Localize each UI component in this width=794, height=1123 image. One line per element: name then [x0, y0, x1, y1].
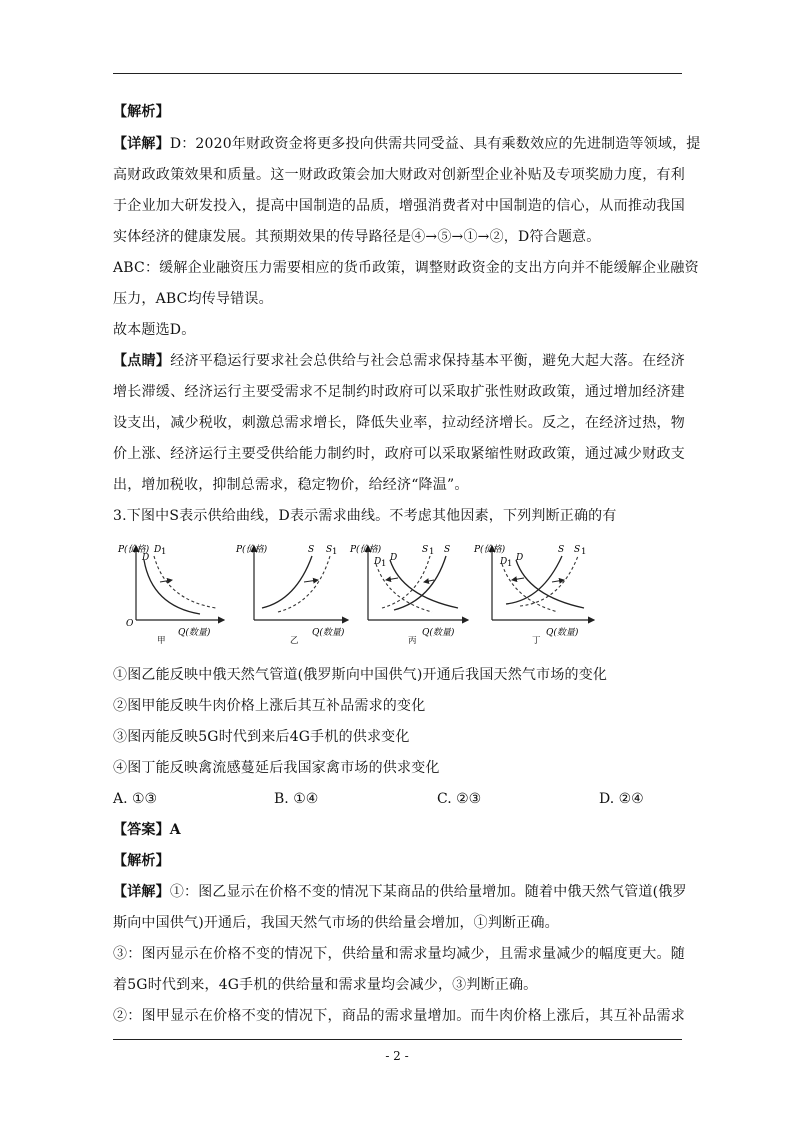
paragraph-detail-line-3: 于企业加大研发投入，提高中国制造的品质，增强消费者对中国制造的信心，从而推动我国 [113, 198, 685, 214]
detail-label: 【详解】 [113, 136, 170, 152]
graph-yi-title: 乙 [290, 636, 299, 646]
graph-ding [473, 544, 594, 646]
svg-text:D: D [142, 553, 150, 563]
page-number: - 2 - [385, 1049, 409, 1063]
question-text: 3.下图中S表示供给曲线，D表示需求曲线。不考虑其他因素，下列判断正确的有 [113, 508, 617, 524]
paragraph-detail2-line-1: 【详解】①：图乙显示在价格不变的情况下某商品的供给量增加。随着中俄天然气管道(俄罗 [113, 884, 687, 900]
svg-text:S: S [574, 545, 581, 555]
svg-text:D: D [516, 553, 524, 563]
graph-ding-shifted-demand-curve [502, 564, 558, 612]
svg-text:D: D [374, 557, 382, 567]
paragraph-2-line-1: ②：图甲显示在价格不变的情况下，商品的需求量增加。而牛肉价格上涨后，其互补品需求 [113, 1008, 685, 1024]
section-heading-analysis-2: 【解析】 [113, 853, 170, 869]
paragraph-detail-line-4: 实体经济的健康发展。其预期效果的传导路径是④→⑤→①→②，D符合题意。 [113, 229, 601, 245]
graph-jia-x-label: Q(数量) [178, 628, 211, 638]
svg-text:S: S [308, 545, 315, 555]
graph-bing [349, 544, 468, 646]
svg-text:1: 1 [381, 559, 387, 569]
svg-text:D: D [390, 553, 398, 563]
paragraph-abc-line-1: ABC：缓解企业融资压力需要相应的货币政策，调整财政资金的支出方向并不能缓解企业融资 [113, 260, 699, 276]
statement-3: ③图丙能反映5G时代到来后4G手机的供求变化 [113, 729, 410, 745]
paragraph-tip-line-4: 价上涨、经济运行主要受供给能力制约时，政府可以采取紧缩性财政政策，通过减少财政支 [113, 446, 685, 462]
graph-bing-x-label: Q(数量) [422, 628, 455, 638]
svg-text:1: 1 [581, 547, 587, 557]
svg-text:1: 1 [161, 547, 167, 557]
svg-text:S: S [326, 545, 333, 555]
graph-ding-demand-curve [516, 560, 584, 608]
conclusion-text: 故本题选D。 [113, 322, 196, 338]
graph-bing-shifted-demand-curve [376, 564, 432, 612]
option-d: D. ②④ [599, 791, 644, 807]
graph-yi-shifted-supply-curve [278, 556, 330, 612]
graph-jia-demand-curve [144, 560, 200, 614]
detail2-label: 【详解】 [113, 884, 170, 900]
graph-jia-y-label: P(价格) [118, 545, 150, 555]
option-a: A. ①③ [113, 791, 158, 807]
paragraph-detail-line-2: 高财政政策效果和质量。这一财政政策会加大财政对创新型企业补贴及专项奖励力度，有利 [113, 167, 685, 183]
svg-text:1: 1 [429, 547, 435, 557]
svg-text:S: S [422, 545, 429, 555]
paragraph-tip-line-1: 【点睛】经济平稳运行要求社会总供给与社会总需求保持基本平衡，避免大起大落。在经济 [113, 353, 685, 369]
graph-ding-x-label: Q(数量) [546, 628, 579, 638]
svg-text:D: D [154, 545, 162, 555]
svg-text:D: D [500, 557, 508, 567]
paragraph-detail-line-1: 【详解】D：2020年财政资金将更多投向供需共同受益、具有乘数效应的先进制造等领域，提 [113, 136, 701, 152]
tip-label: 【点睛】 [113, 353, 171, 369]
paragraph-tip-line-5: 出，增加税收，抑制总需求，稳定物价，给经济“降温”。 [113, 477, 469, 493]
svg-text:S: S [558, 545, 565, 555]
paragraph-3-line-1: ③：图丙显示在价格不变的情况下，供给量和需求量均减少，且需求量减少的幅度更大。随 [113, 946, 685, 962]
graph-bing-y-label: P(价格) [350, 545, 382, 555]
header-rule [113, 73, 682, 74]
graph-ding-y-label: P(价格) [474, 545, 506, 555]
svg-text:S: S [444, 545, 451, 555]
paragraph-abc-line-2: 压力，ABC均传导错误。 [113, 291, 273, 307]
graph-bing-demand-curve [390, 560, 458, 608]
option-b: B. ①④ [274, 791, 319, 807]
svg-text:1: 1 [507, 559, 513, 569]
paragraph-detail2-line-2: 斯向中国供气)开通后，我国天然气市场的供给量会增加，①判断正确。 [113, 915, 559, 931]
option-c: C. ②③ [437, 791, 482, 807]
answer-text: 【答案】A [113, 822, 181, 838]
supply-demand-graphs [112, 538, 612, 650]
statement-4: ④图丁能反映禽流感蔓延后我国家禽市场的供求变化 [113, 760, 440, 776]
footer-rule [113, 1039, 682, 1040]
paragraph-tip-line-2: 增长滞缓、经济运行主要受需求不足制约时政府可以采取扩张性财政政策，通过增加经济建 [113, 384, 685, 400]
graph-jia-shifted-demand-curve [154, 556, 216, 608]
graph-jia-title: 甲 [157, 636, 166, 646]
graph-yi-y-label: P(价格) [236, 545, 268, 555]
graph-yi [235, 544, 348, 646]
graph-jia-origin: O [126, 619, 134, 629]
statement-1: ①图乙能反映中俄天然气管道(俄罗斯向中国供气)开通后我国天然气市场的变化 [113, 667, 608, 683]
section-heading-analysis: 【解析】 [113, 104, 170, 120]
paragraph-3-line-2: 着5G时代到来，4G手机的供给量和需求量均会减少，③判断正确。 [113, 977, 538, 993]
graph-jia [117, 544, 224, 646]
paragraph-tip-line-3: 设支出，减少税收，刺激总需求增长，降低失业率，拉动经济增长。反之，在经济过热，物 [113, 415, 685, 431]
svg-text:1: 1 [332, 547, 338, 557]
graph-yi-x-label: Q(数量) [312, 628, 345, 638]
graph-ding-title: 丁 [532, 636, 541, 646]
graph-bing-title: 丙 [408, 636, 417, 646]
graph-bing-shifted-supply-curve [382, 556, 430, 608]
statement-2: ②图甲能反映牛肉价格上涨后其互补品需求的变化 [113, 698, 426, 714]
